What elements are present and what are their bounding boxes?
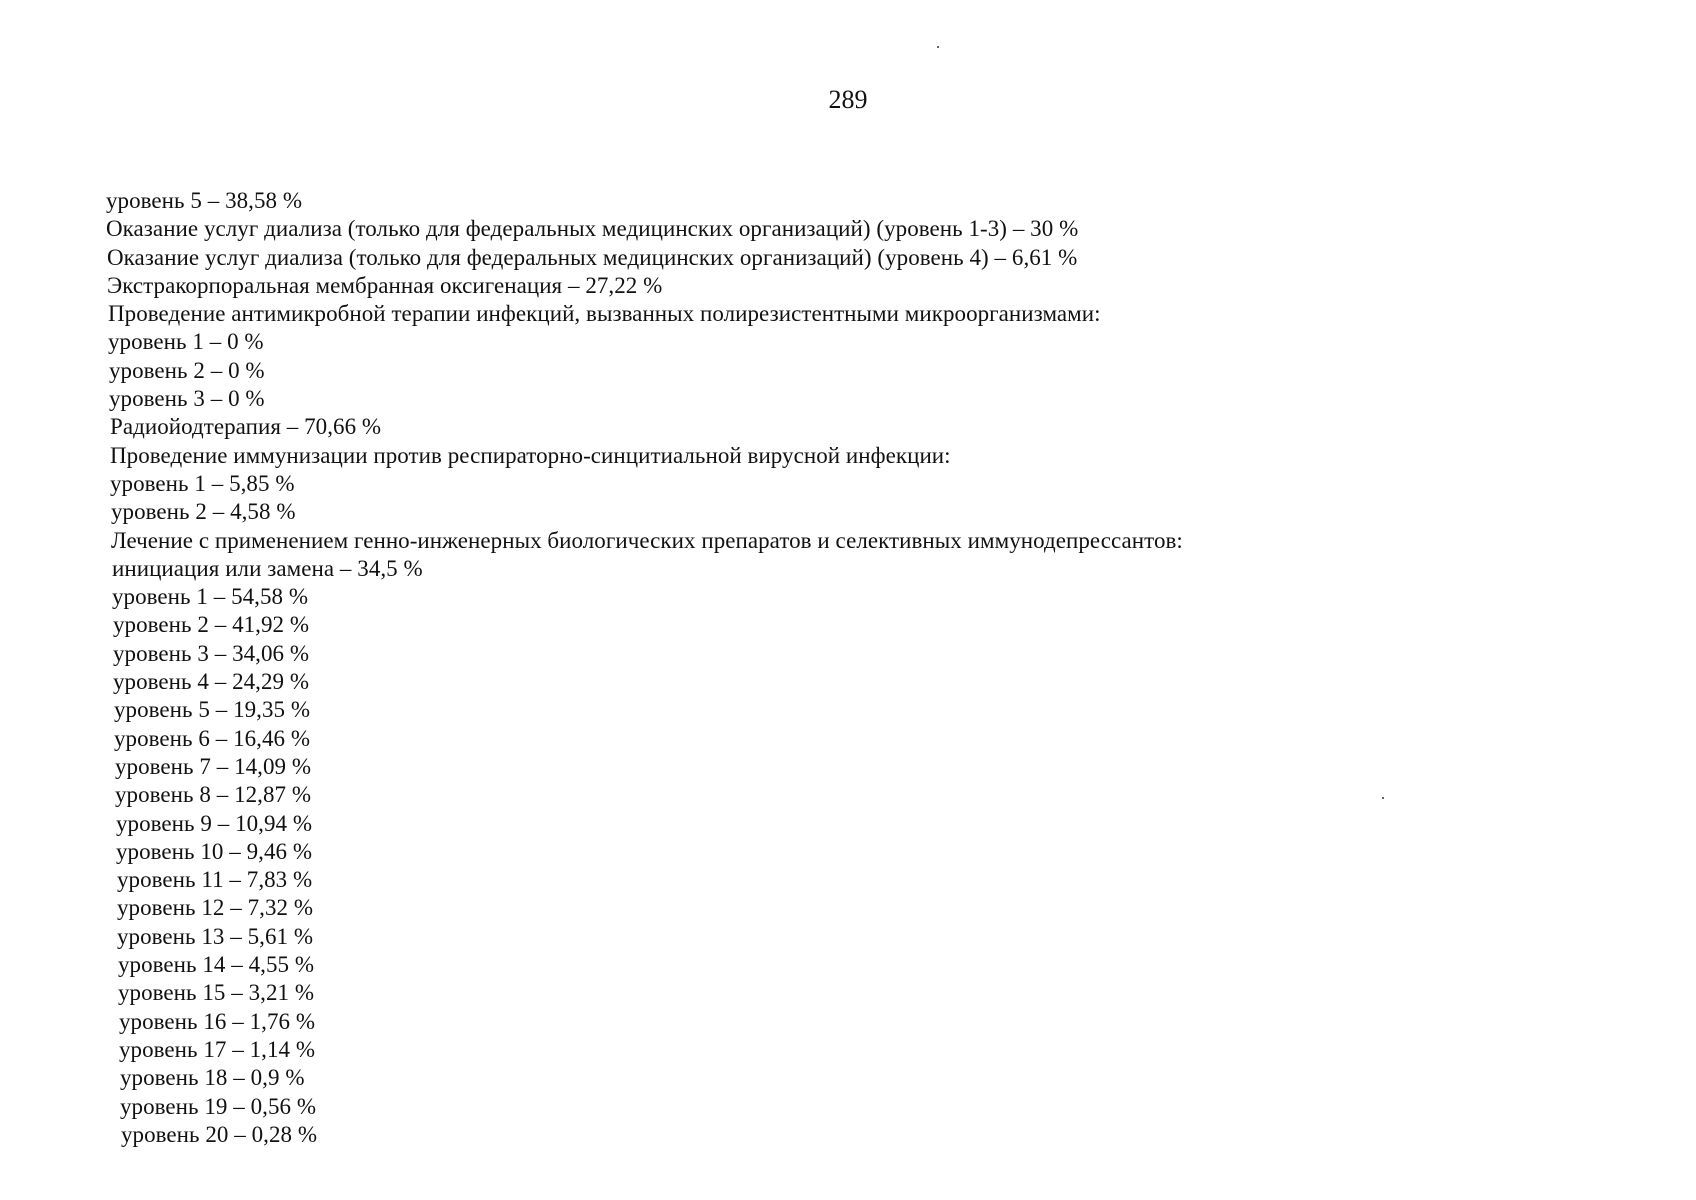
text-line: уровень 4 – 24,29 %: [113, 669, 310, 695]
text-line: уровень 2 – 4,58 %: [111, 499, 296, 525]
text-line: уровень 3 – 34,06 %: [113, 640, 310, 666]
text-line: Экстракорпоральная мембранная оксигенация – 27,22 %: [107, 272, 663, 298]
text-line: уровень 20 – 0,28 %: [121, 1121, 318, 1147]
text-line: уровень 1 – 0 %: [108, 329, 264, 355]
text-line: уровень 17 – 1,14 %: [119, 1036, 316, 1062]
text-line: уровень 5 – 38,58 %: [106, 188, 303, 213]
text-line: уровень 13 – 5,61 %: [117, 923, 314, 949]
text-line: уровень 16 – 1,76 %: [119, 1008, 316, 1034]
text-line: уровень 19 – 0,56 %: [120, 1093, 317, 1119]
text-line: уровень 10 – 9,46 %: [116, 838, 313, 864]
scan-speck: [937, 46, 939, 48]
text-line: уровень 9 – 10,94 %: [116, 810, 313, 836]
text-line: уровень 1 – 5,85 %: [110, 470, 295, 496]
text-line: инициация или замена – 34,5 %: [112, 555, 423, 581]
text-line: Проведение иммунизации против респираторно-синцитиальной вирусной инфекции:: [110, 442, 951, 468]
text-line: уровень 3 – 0 %: [109, 386, 265, 412]
text-line: Лечение с применением генно-инженерных биологических препаратов и селективных иммунодепрессантов:: [111, 527, 1183, 553]
text-line: уровень 1 – 54,58 %: [112, 584, 309, 610]
text-line: Радиойодтерапия – 70,66 %: [110, 414, 382, 440]
text-line: Оказание услуг диализа (только для федеральных медицинских организаций) (уровень 1-3) – 30 %: [106, 216, 1079, 242]
text-line: уровень 15 – 3,21 %: [118, 980, 315, 1006]
text-line: Проведение антимикробной терапии инфекций, вызванных полирезистентными микроорганизмами:: [108, 301, 1101, 327]
text-line: уровень 2 – 41,92 %: [113, 612, 310, 638]
text-line: уровень 14 – 4,55 %: [118, 952, 315, 978]
text-line: уровень 8 – 12,87 %: [115, 782, 312, 808]
text-line: уровень 6 – 16,46 %: [114, 725, 311, 751]
text-line: Оказание услуг диализа (только для федеральных медицинских организаций) (уровень 4) – 6,61 %: [107, 244, 1078, 270]
text-line: уровень 2 – 0 %: [109, 357, 265, 383]
text-lines: [0, 187, 1696, 1149]
text-line: уровень 7 – 14,09 %: [115, 753, 312, 779]
text-line: уровень 18 – 0,9 %: [120, 1065, 305, 1091]
page-number: 289: [828, 85, 868, 114]
text-line: уровень 12 – 7,32 %: [117, 895, 314, 921]
text-line: уровень 11 – 7,83 %: [117, 867, 313, 893]
text-line: уровень 5 – 19,35 %: [114, 697, 311, 723]
